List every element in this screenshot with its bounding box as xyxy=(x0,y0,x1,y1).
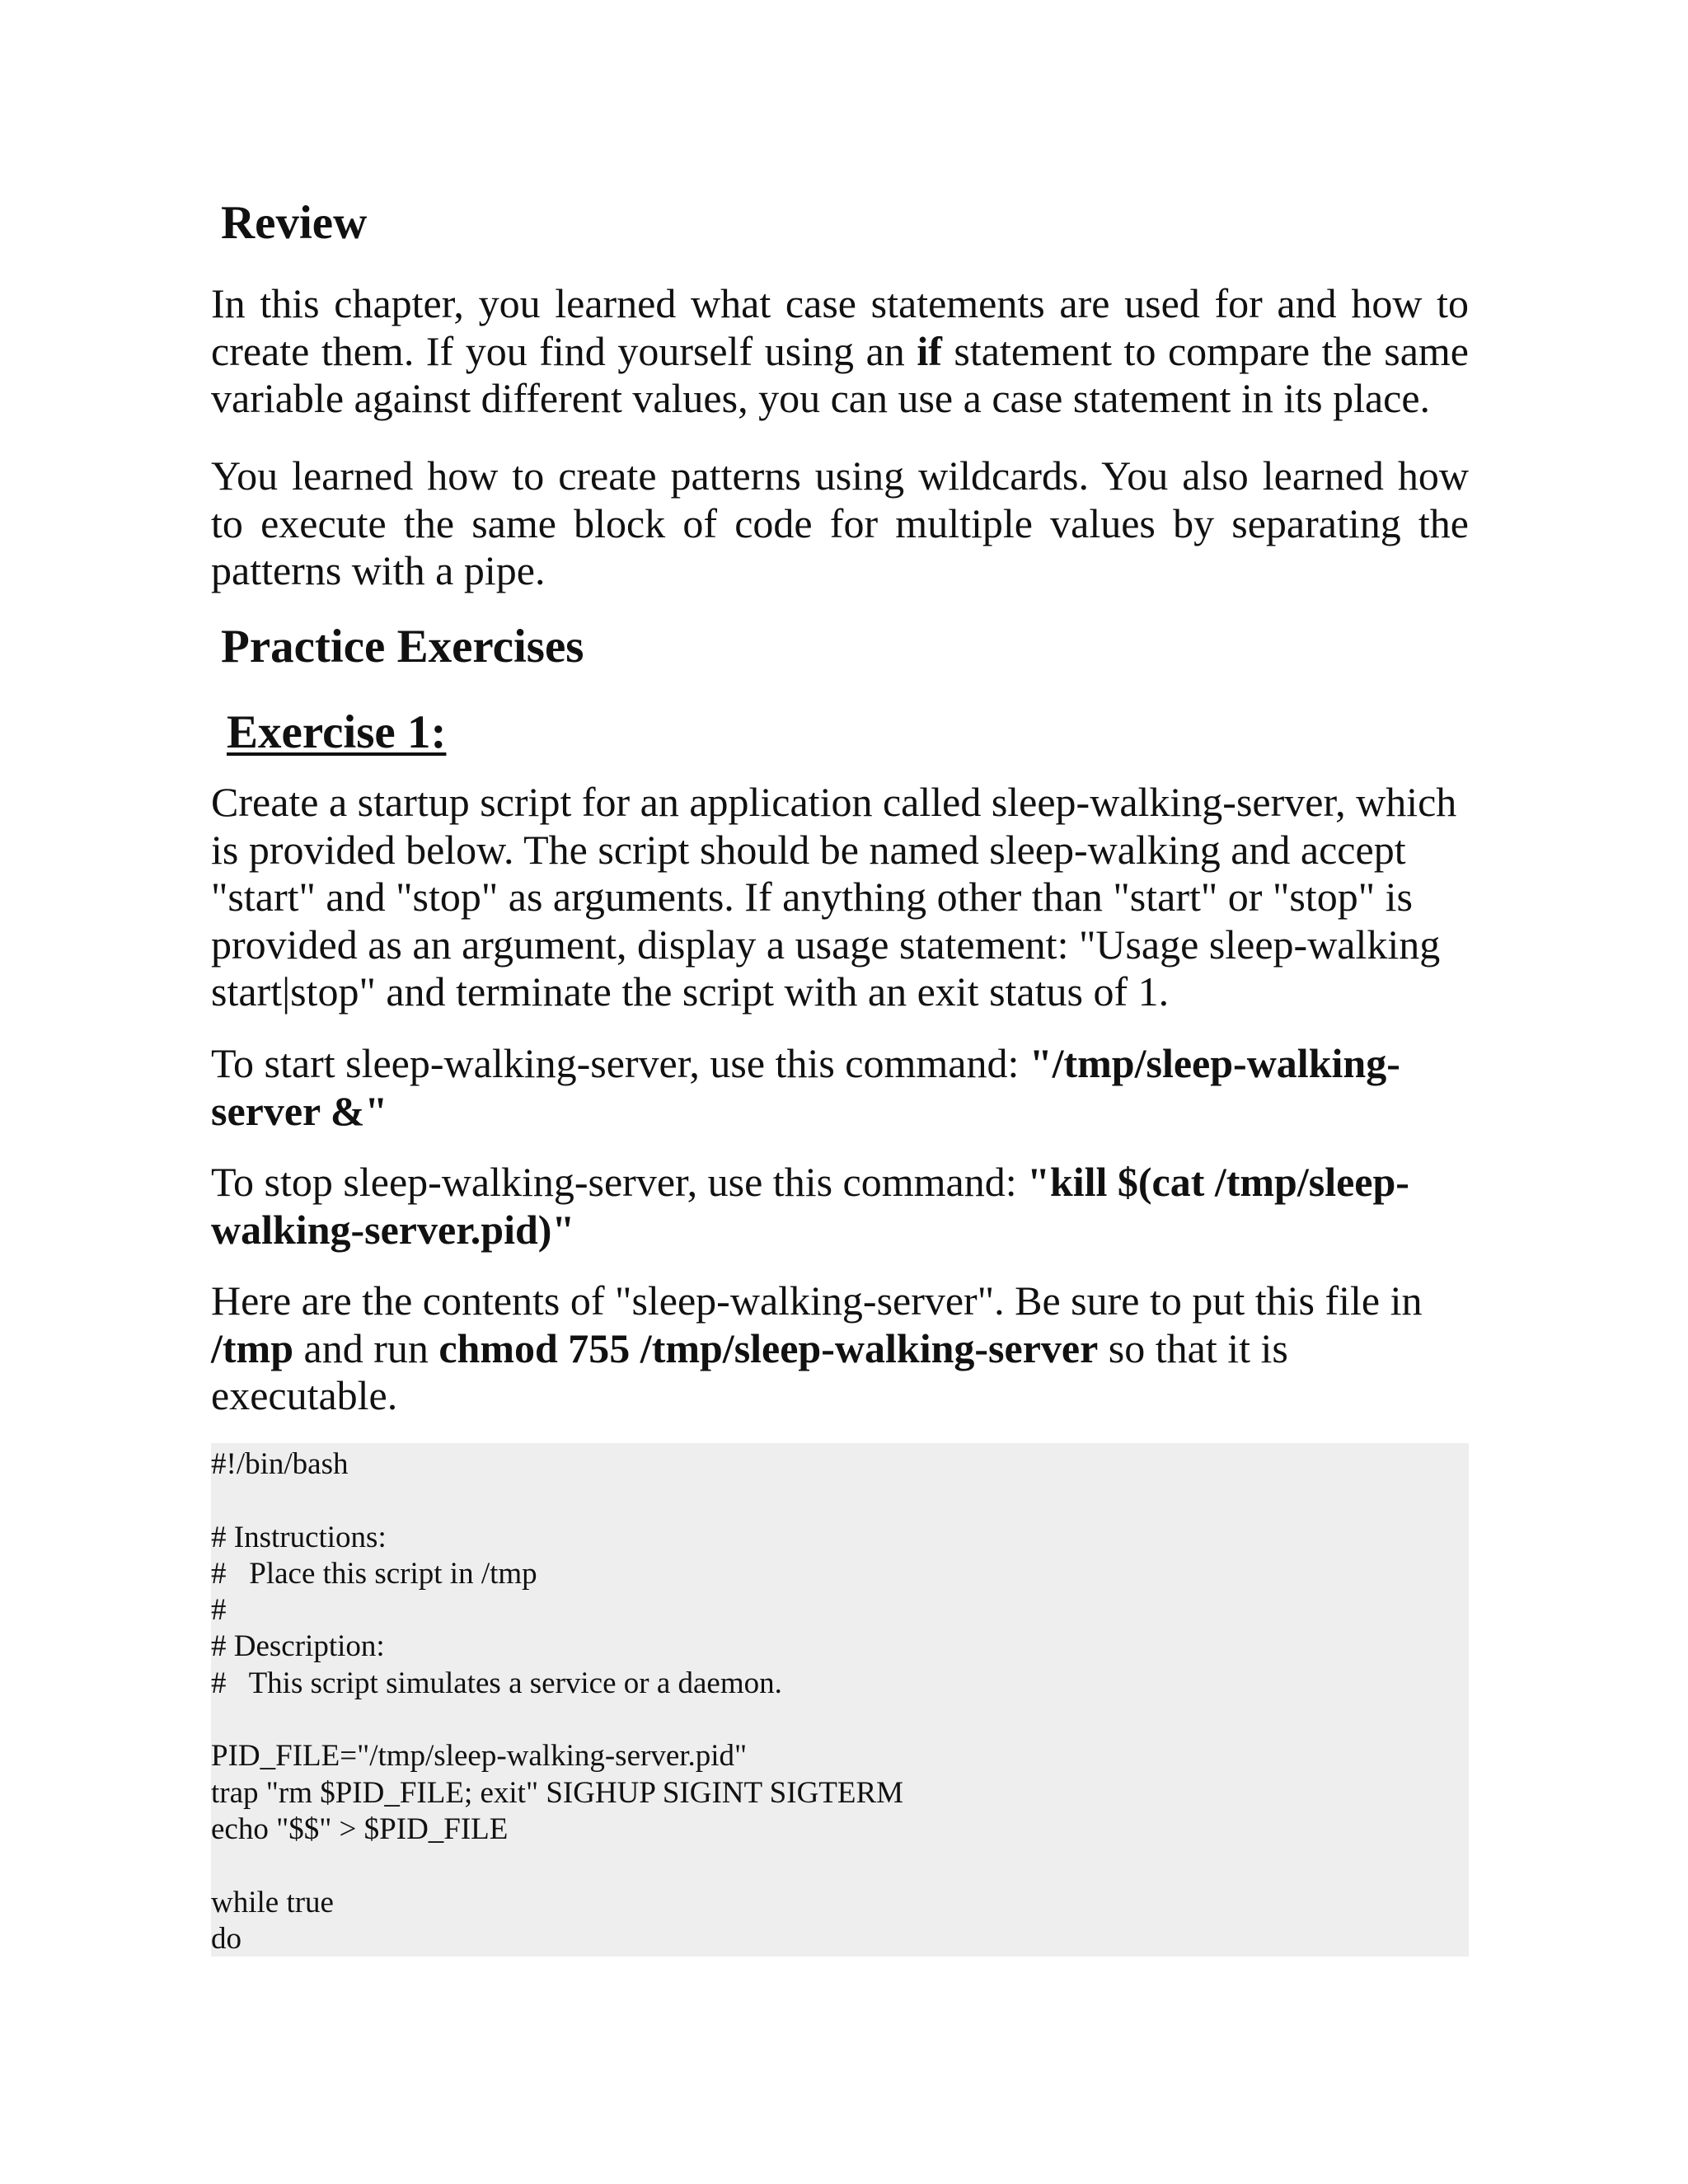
code-block xyxy=(211,1443,1469,1957)
if-keyword: if xyxy=(917,327,942,374)
start-command-paragraph xyxy=(211,1040,1469,1135)
stop-command-text: To stop sleep-walking-server, use this command: xyxy=(211,1159,1028,1205)
code-line: # xyxy=(211,1593,227,1628)
start-command-text: To start sleep-walking-server, use this command: xyxy=(211,1040,1029,1086)
file-contents-text-3: so that it is executable. xyxy=(211,1324,1288,1418)
exercise-description: Create a startup script for an application called sleep-walking-server, which is provided below. The script should be named sleep-walking and accept "start" and "stop" as arguments. If anything other than "start" or "stop" is provided as an argument, display a usage statement: "Usage sleep-walking start|stop" and terminate the script with an exit status of 1. xyxy=(211,779,1457,1015)
chmod-command: chmod 755 /tmp/sleep-walking-server xyxy=(438,1324,1099,1371)
code-line: # This script simulates a service or a daemon. xyxy=(211,1666,782,1700)
code-line: trap "rm $PID_FILE; exit" SIGHUP SIGINT SIGTERM xyxy=(211,1775,904,1810)
file-contents-text-1: Here are the contents of "sleep-walking-server". Be sure to put this file in xyxy=(211,1277,1423,1324)
code-line: do xyxy=(211,1921,241,1956)
file-contents-paragraph xyxy=(211,1277,1469,1420)
practice-exercises-heading: Practice Exercises xyxy=(221,621,584,673)
stop-command: "kill $(cat /tmp/sleep-walking-server.pid)" xyxy=(211,1159,1409,1253)
review-p1-text-end: statement to compare the same variable against different values, you can use a case statement in its place. xyxy=(211,327,1469,421)
code-line: # Description: xyxy=(211,1629,385,1664)
start-command: "/tmp/sleep-walking-server &" xyxy=(211,1040,1400,1134)
code-line: # Instructions: xyxy=(211,1520,387,1554)
exercise-1-heading: Exercise 1: xyxy=(227,706,447,758)
code-line: echo "$$" > $PID_FILE xyxy=(211,1811,509,1846)
code-line: PID_FILE="/tmp/sleep-walking-server.pid" xyxy=(211,1739,748,1774)
code-line xyxy=(211,1483,1469,1519)
tmp-path: /tmp xyxy=(211,1324,293,1371)
code-line: while true xyxy=(211,1885,334,1919)
code-line xyxy=(211,1848,1469,1884)
review-paragraph-2: You learned how to create patterns using wildcards. You also learned how to execute the same block of code for multiple values by separating the patterns with a pipe. xyxy=(211,452,1469,593)
review-heading: Review xyxy=(221,197,368,249)
review-paragraph-1 xyxy=(211,280,1469,423)
review-p1-text-start: In this chapter, you learned what case statements are used for and how to create them. If you find yourself using an xyxy=(211,280,1469,374)
code-line: #!/bin/bash xyxy=(211,1447,349,1481)
code-line xyxy=(211,1702,1469,1738)
file-contents-text-2: and run xyxy=(293,1324,439,1371)
stop-command-paragraph xyxy=(211,1159,1469,1254)
code-line: # Place this script in /tmp xyxy=(211,1556,537,1591)
